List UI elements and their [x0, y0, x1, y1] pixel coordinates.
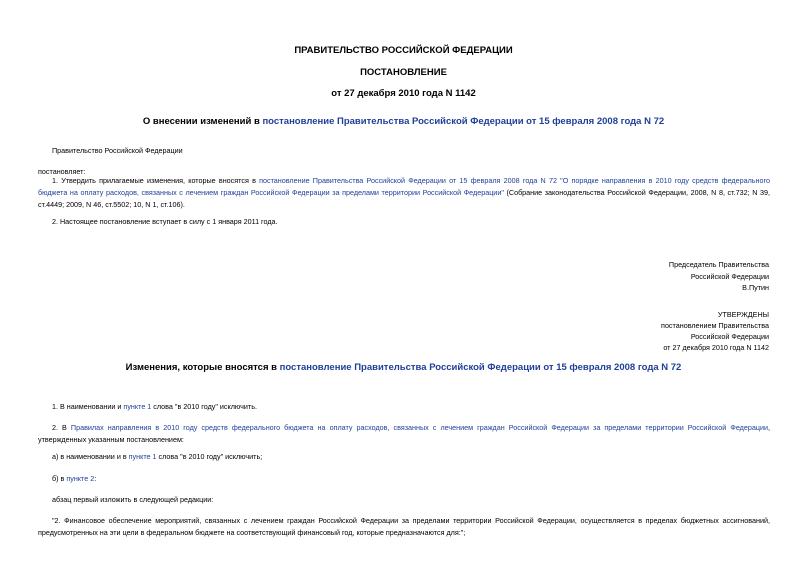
- item-1-prefix: 1. Утвердить прилагаемые изменения, которые вносятся в: [52, 176, 260, 185]
- item-1-paragraph: [38, 175, 770, 211]
- abzac-text: абзац первый изложить в следующей редакции:: [52, 495, 214, 504]
- change-1-prefix: 1. В наименовании и: [52, 402, 124, 411]
- item-1-link[interactable]: постановление Правительства Российской Федерации от 15 февраля 2008 года N 72 "О порядке направления в 2010 году средств федерального бюджета на оплату расходов, связанных с лечением граждан Российской Федерации за пределами территории Российской Федерации": [38, 176, 770, 197]
- subitem-a-suffix: слова "в 2010 году" исключить;: [156, 452, 263, 461]
- approved-line-1: УТВЕРЖДЕНЫ: [717, 310, 769, 319]
- item-2-text: 2. Настоящее постановление вступает в силу с 1 января 2011 года.: [52, 217, 278, 226]
- changes-title-link[interactable]: постановление Правительства Российской Федерации от 15 февраля 2008 года N 72: [279, 362, 682, 373]
- changes-title-prefix: Изменения, которые вносятся в: [125, 362, 280, 373]
- title-prefix: О внесении изменений в: [142, 116, 263, 127]
- approved-line-2: постановлением Правительства: [661, 321, 769, 330]
- government-heading: ПРАВИТЕЛЬСТВО РОССИЙСКОЙ ФЕДЕРАЦИИ: [294, 45, 513, 56]
- document-title: [0, 116, 807, 127]
- change-2-paragraph: [38, 422, 770, 446]
- subitem-b-prefix: б) в: [52, 474, 67, 483]
- change-2-prefix: 2. В: [52, 423, 71, 432]
- title-link[interactable]: постановление Правительства Российской Федерации от 15 февраля 2008 года N 72: [262, 116, 665, 127]
- change-2-suffix: , утвержденных указанным постановлением:: [38, 423, 770, 444]
- change-2-link[interactable]: Правилах направления в 2010 году средств федерального бюджета на оплату расходов, связанных с лечением граждан Российской Федерации за пределами территории Российской Федерации: [70, 423, 768, 432]
- doc-type-heading: ПОСТАНОВЛЕНИЕ: [360, 67, 447, 78]
- subitem-a-link[interactable]: пункте 1: [128, 452, 157, 461]
- quote-paragraph: "2. Финансовое обеспечение мероприятий, связанных с лечением граждан Российской Федерации за пределами территории Российской Федерации, осуществляется в пределах бюджетных ассигнований, предусмотренных на эти цели в федеральном бюджете на соответствующий финансовый год, которые предназначаются для:";: [38, 516, 770, 537]
- subitem-b-paragraph: [52, 473, 96, 485]
- doc-date-heading: от 27 декабря 2010 года N 1142: [331, 88, 476, 99]
- signature-line-2: Российской Федерации: [690, 272, 769, 281]
- approved-line-4: от 27 декабря 2010 года N 1142: [663, 343, 769, 352]
- signature-name: В.Путин: [742, 283, 769, 292]
- item-1-suffix: (Собрание законодательства Российской Федерации, 2008, N 8, ст.732; N 39, ст.4449; 2009, N 46, ст.5502; 10, N 1, ст.106).: [38, 188, 770, 209]
- change-1-paragraph: [52, 401, 257, 413]
- subitem-b-link[interactable]: пункте 2: [66, 474, 95, 483]
- approved-line-3: Российской Федерации: [690, 332, 769, 341]
- change-1-suffix: слова "в 2010 году" исключить.: [151, 402, 257, 411]
- decides-text: постановляет:: [38, 167, 86, 176]
- subitem-b-suffix: :: [94, 474, 97, 483]
- intro-text: Правительство Российской Федерации: [52, 146, 183, 155]
- subitem-a-prefix: а) в наименовании и в: [52, 452, 129, 461]
- signature-line-1: Председатель Правительства: [668, 260, 769, 269]
- subitem-a-paragraph: [52, 451, 262, 463]
- changes-title: [0, 362, 807, 373]
- change-1-link[interactable]: пункте 1: [123, 402, 152, 411]
